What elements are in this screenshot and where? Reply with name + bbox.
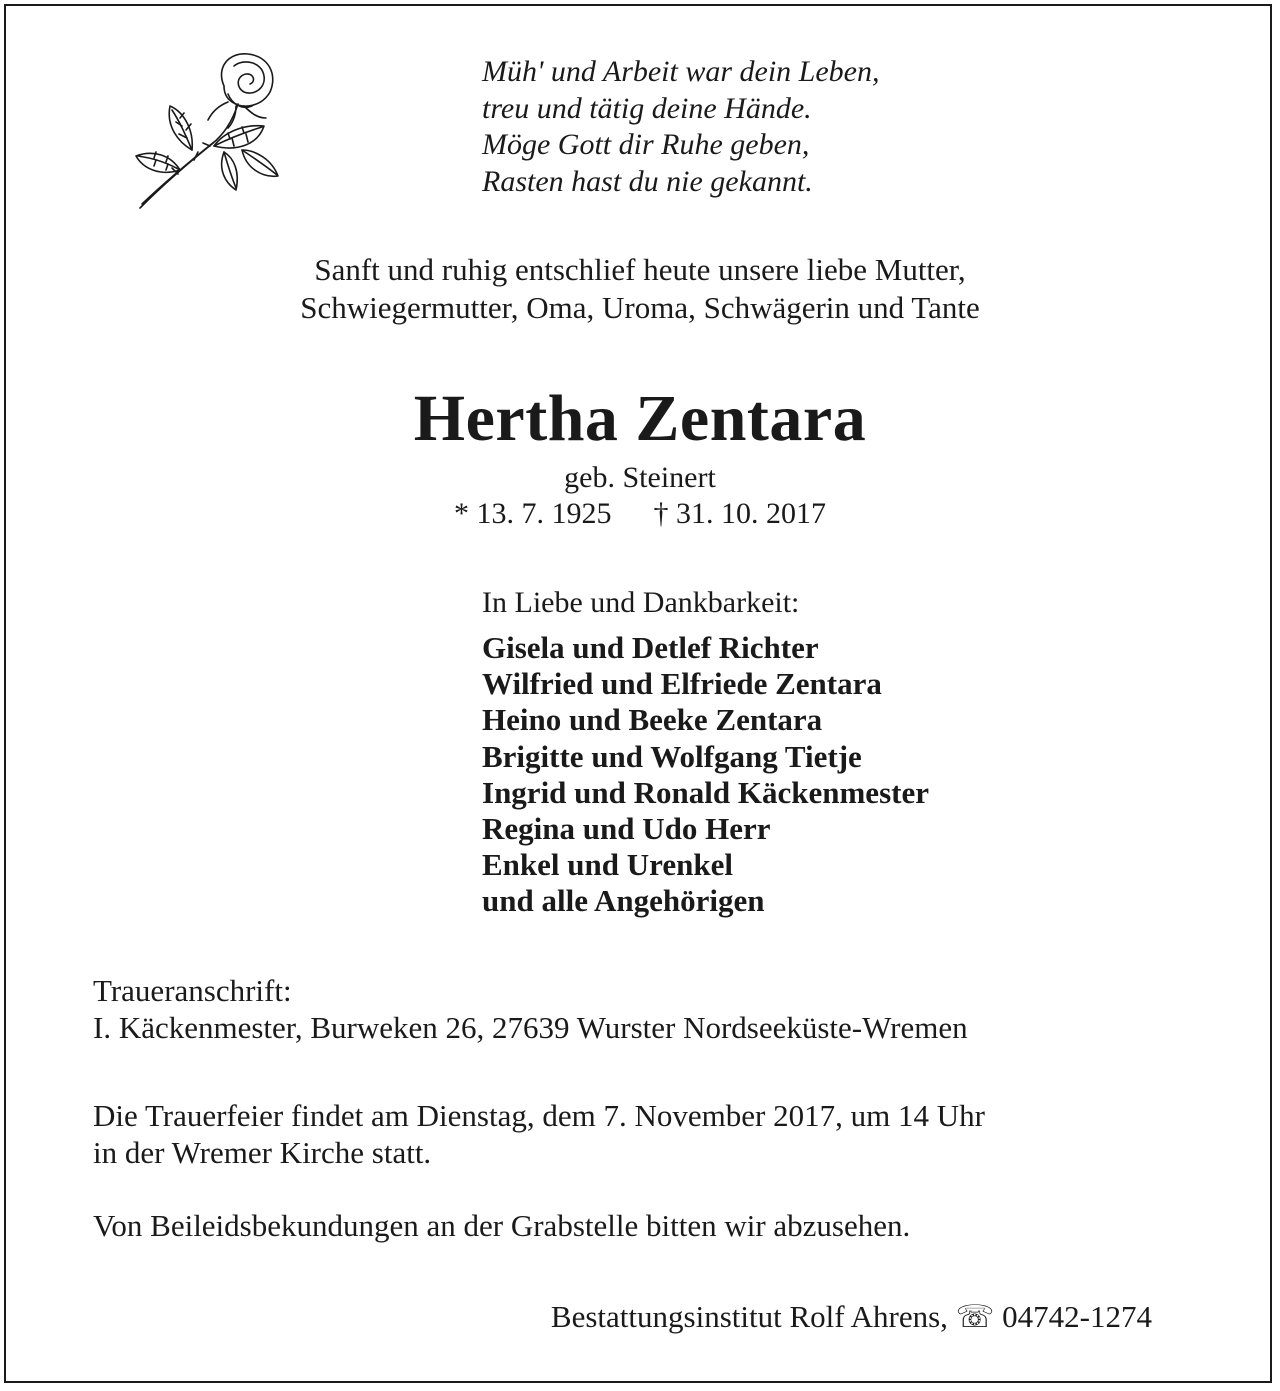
undertaker-phone: 04742-1274 xyxy=(1002,1299,1152,1334)
death-date: † 31. 10. 2017 xyxy=(653,497,826,530)
rose-illustration xyxy=(132,46,282,211)
mourner-name: Heino und Beeke Zentara xyxy=(482,702,823,738)
mourning-address xyxy=(93,972,968,1046)
intro-text xyxy=(0,251,1280,327)
mourner-name: Enkel und Urenkel xyxy=(482,847,733,883)
address-label: Traueranschrift: xyxy=(93,973,292,1008)
telephone-icon: ☏ xyxy=(955,1299,995,1334)
life-dates xyxy=(0,496,1280,532)
undertaker-name: Bestattungsinstitut Rolf Ahrens, xyxy=(550,1299,948,1334)
intro-line: Sanft und ruhig entschlief heute unsere liebe Mutter, xyxy=(314,252,966,287)
mourner-name: Gisela und Detlef Richter xyxy=(482,630,819,665)
service-line: Die Trauerfeier findet am Dienstag, dem 7. November 2017, um 14 Uhr xyxy=(93,1098,985,1133)
undertaker-contact xyxy=(551,1298,1152,1335)
funeral-service-info xyxy=(93,1097,985,1171)
mourner-name: und alle Angehörigen xyxy=(482,883,765,919)
mourner-name: Regina und Udo Herr xyxy=(482,811,771,847)
mourners-list xyxy=(482,630,929,920)
maiden-name: geb. Steinert xyxy=(564,461,716,494)
mourner-name: Wilfried und Elfriede Zentara xyxy=(482,666,882,702)
service-line: in der Wremer Kirche statt. xyxy=(93,1135,432,1170)
mourner-name: Brigitte und Wolfgang Tietje xyxy=(482,738,862,774)
poem-line: Rasten hast du nie gekannt. xyxy=(482,164,813,198)
mourner-name: Ingrid und Ronald Käckenmester xyxy=(482,774,929,810)
birth-date: * 13. 7. 1925 xyxy=(454,497,612,530)
poem-line: treu und tätig deine Hände. xyxy=(482,91,812,125)
poem-line: Möge Gott dir Ruhe geben, xyxy=(482,128,810,161)
poem-verse xyxy=(482,54,880,200)
address-line: I. Käckenmester, Burweken 26, 27639 Wurster Nordseeküste-Wremen xyxy=(93,1010,968,1045)
condolence-note: Von Beileidsbekundungen an der Grabstelle bitten wir abzusehen. xyxy=(93,1208,911,1243)
intro-line: Schwiegermutter, Oma, Uroma, Schwägerin und Tante xyxy=(300,290,980,325)
poem-line: Müh' und Arbeit war dein Leben, xyxy=(482,55,880,88)
deceased-name: Hertha Zentara xyxy=(413,382,867,455)
mourners-heading: In Liebe und Dankbarkeit: xyxy=(482,586,800,619)
